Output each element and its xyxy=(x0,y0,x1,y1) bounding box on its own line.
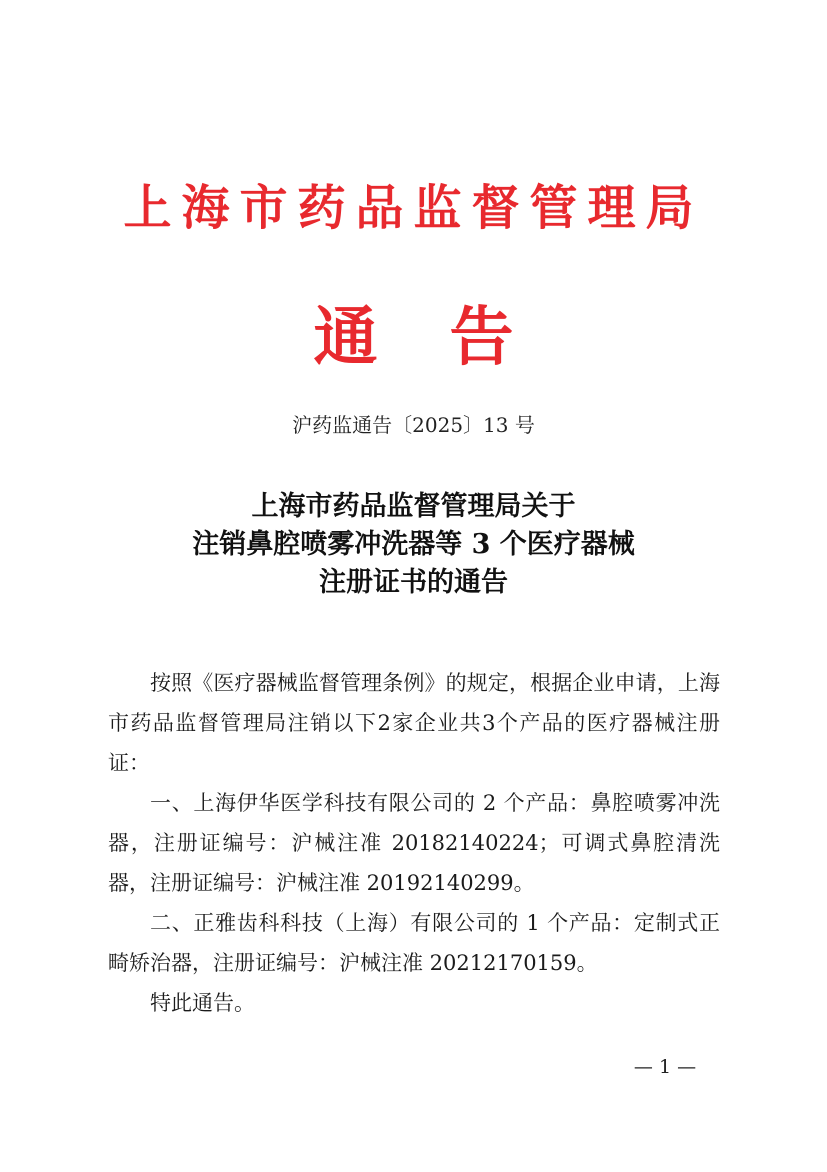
document-title-line-3: 注册证书的通告 xyxy=(319,567,508,598)
body-paragraph-closing: 特此通告。 xyxy=(150,991,255,1015)
body-paragraph-item-2: 二、正雅齿科科技（上海）有限公司的 1 个产品：定制式正畸矫治器，注册证编号：沪械注准 20212170159。 xyxy=(108,911,720,975)
issuing-organization-header: 上海市药品监督管理局 xyxy=(123,180,704,236)
document-title-line-2: 注销鼻腔喷雾冲洗器等 3 个医疗器械 xyxy=(192,529,635,560)
document-body xyxy=(108,663,720,1023)
body-paragraph-intro: 按照《医疗器械监督管理条例》的规定，根据企业申请，上海市药品监督管理局注销以下2家企业共3个产品的医疗器械注册证： xyxy=(108,671,720,775)
document-title-line-1: 上海市药品监督管理局关于 xyxy=(251,491,576,522)
notice-title xyxy=(0,300,827,376)
page-number: — 1 — xyxy=(633,1056,697,1078)
notice-title-left-char: 通 xyxy=(313,300,378,375)
notice-title-right-char: 告 xyxy=(449,300,514,375)
document-number: 沪药监通告〔2025〕13 号 xyxy=(292,413,535,437)
document-title xyxy=(0,488,827,602)
body-paragraph-item-1: 一、上海伊华医学科技有限公司的 2 个产品：鼻腔喷雾冲洗器，注册证编号：沪械注准 20182140224；可调式鼻腔清洗器，注册证编号：沪械注准 20192140299。 xyxy=(108,791,720,895)
